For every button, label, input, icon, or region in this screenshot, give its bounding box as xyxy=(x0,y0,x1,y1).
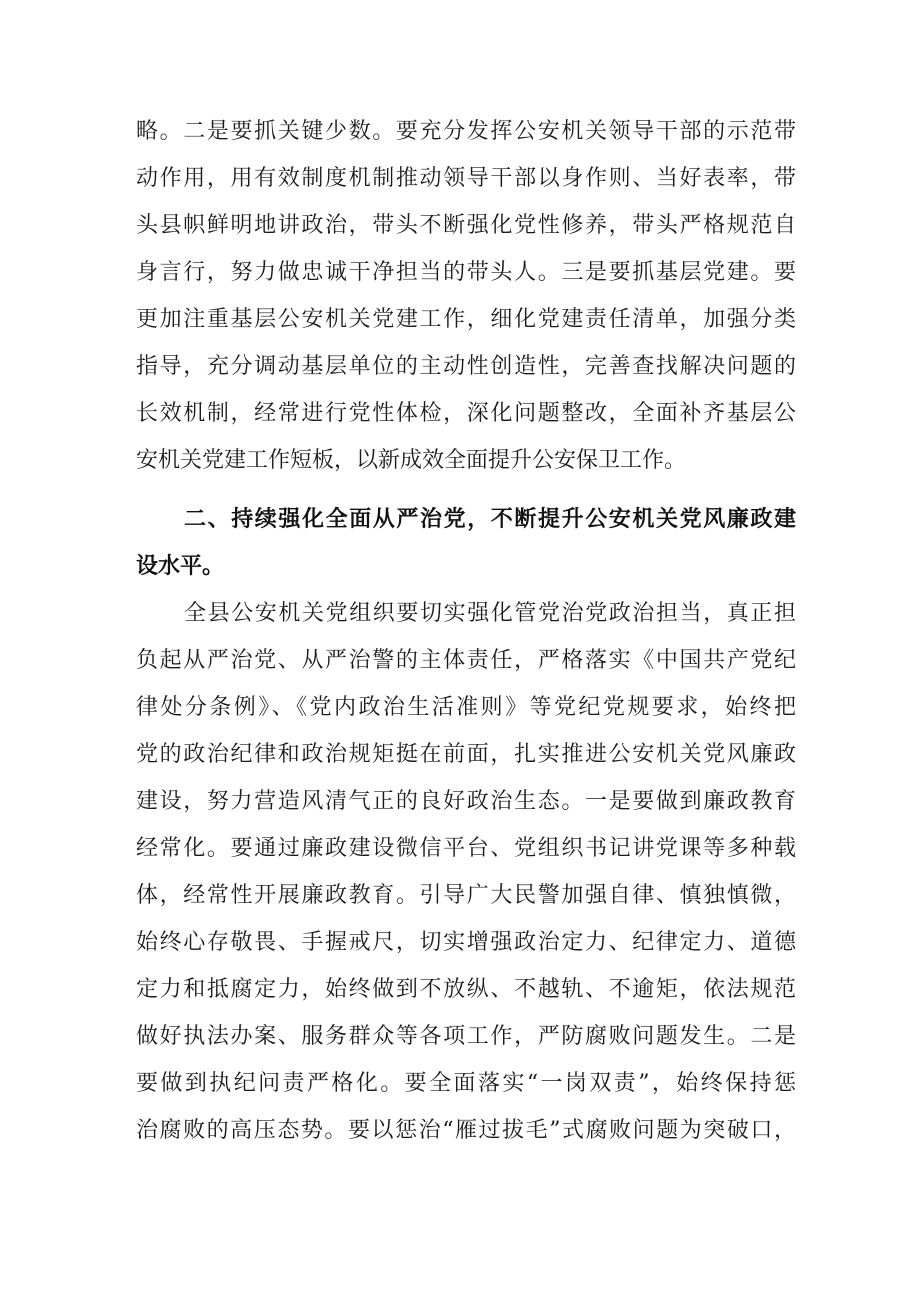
body-text-line: 体，经常性开展廉政教育。引导广大民警加强自律、慎独慎微， xyxy=(136,883,796,908)
body-text-line: 建设，努力营造风清气正的良好政治生态。一是要做到廉政教育 xyxy=(136,789,796,814)
section-heading: 二、持续强化全面从严治党，不断提升公安机关党风廉政建 xyxy=(184,507,796,532)
section-heading: 设水平。 xyxy=(136,554,225,579)
body-text-line: 治腐败的高压态势。要以惩治“雁过拔毛”式腐败问题为突破口， xyxy=(136,1118,796,1143)
body-text-line: 长效机制，经常进行党性体检，深化问题整改，全面补齐基层公 xyxy=(136,401,796,426)
body-text-line: 身言行，努力做忠诚干净担当的带头人。三是要抓基层党建。要 xyxy=(136,260,796,285)
body-text-line: 指导，充分调动基层单位的主动性创造性，完善查找解决问题的 xyxy=(136,354,796,379)
body-text-line: 动作用，用有效制度机制推动领导干部以身作则、当好表率，带 xyxy=(136,166,796,191)
body-text-line: 定力和抵腐定力，始终做到不放纵、不越轨、不逾矩，依法规范 xyxy=(136,977,796,1002)
body-text-line: 律处分条例》、《党内政治生活准则》等党纪党规要求，始终把 xyxy=(136,695,796,720)
body-text-line: 头县帜鲜明地讲政治，带头不断强化党性修养，带头严格规范自 xyxy=(136,213,796,238)
body-text-line: 全县公安机关党组织要切实强化管党治党政治担当，真正担 xyxy=(184,601,796,626)
body-text-line: 做好执法办案、服务群众等各项工作，严防腐败问题发生。二是 xyxy=(136,1024,796,1049)
body-text-line: 始终心存敬畏、手握戒尺，切实增强政治定力、纪律定力、道德 xyxy=(136,930,796,955)
body-text-line: 经常化。要通过廉政建设微信平台、党组织书记讲党课等多种载 xyxy=(136,836,796,861)
body-text-line: 安机关党建工作短板，以新成效全面提升公安保卫工作。 xyxy=(136,448,687,473)
body-text-line: 负起从严治党、从严治警的主体责任，严格落实《中国共产党纪 xyxy=(136,648,796,673)
body-text-line: 更加注重基层公安机关党建工作，细化党建责任清单，加强分类 xyxy=(136,307,796,332)
body-text-line: 要做到执纪问责严格化。要全面落实“一岗双责”，始终保持惩 xyxy=(136,1071,796,1096)
body-text-line: 略。二是要抓关键少数。要充分发挥公安机关领导干部的示范带 xyxy=(136,119,796,144)
body-text-line: 党的政治纪律和政治规矩挺在前面，扎实推进公安机关党风廉政 xyxy=(136,742,796,767)
